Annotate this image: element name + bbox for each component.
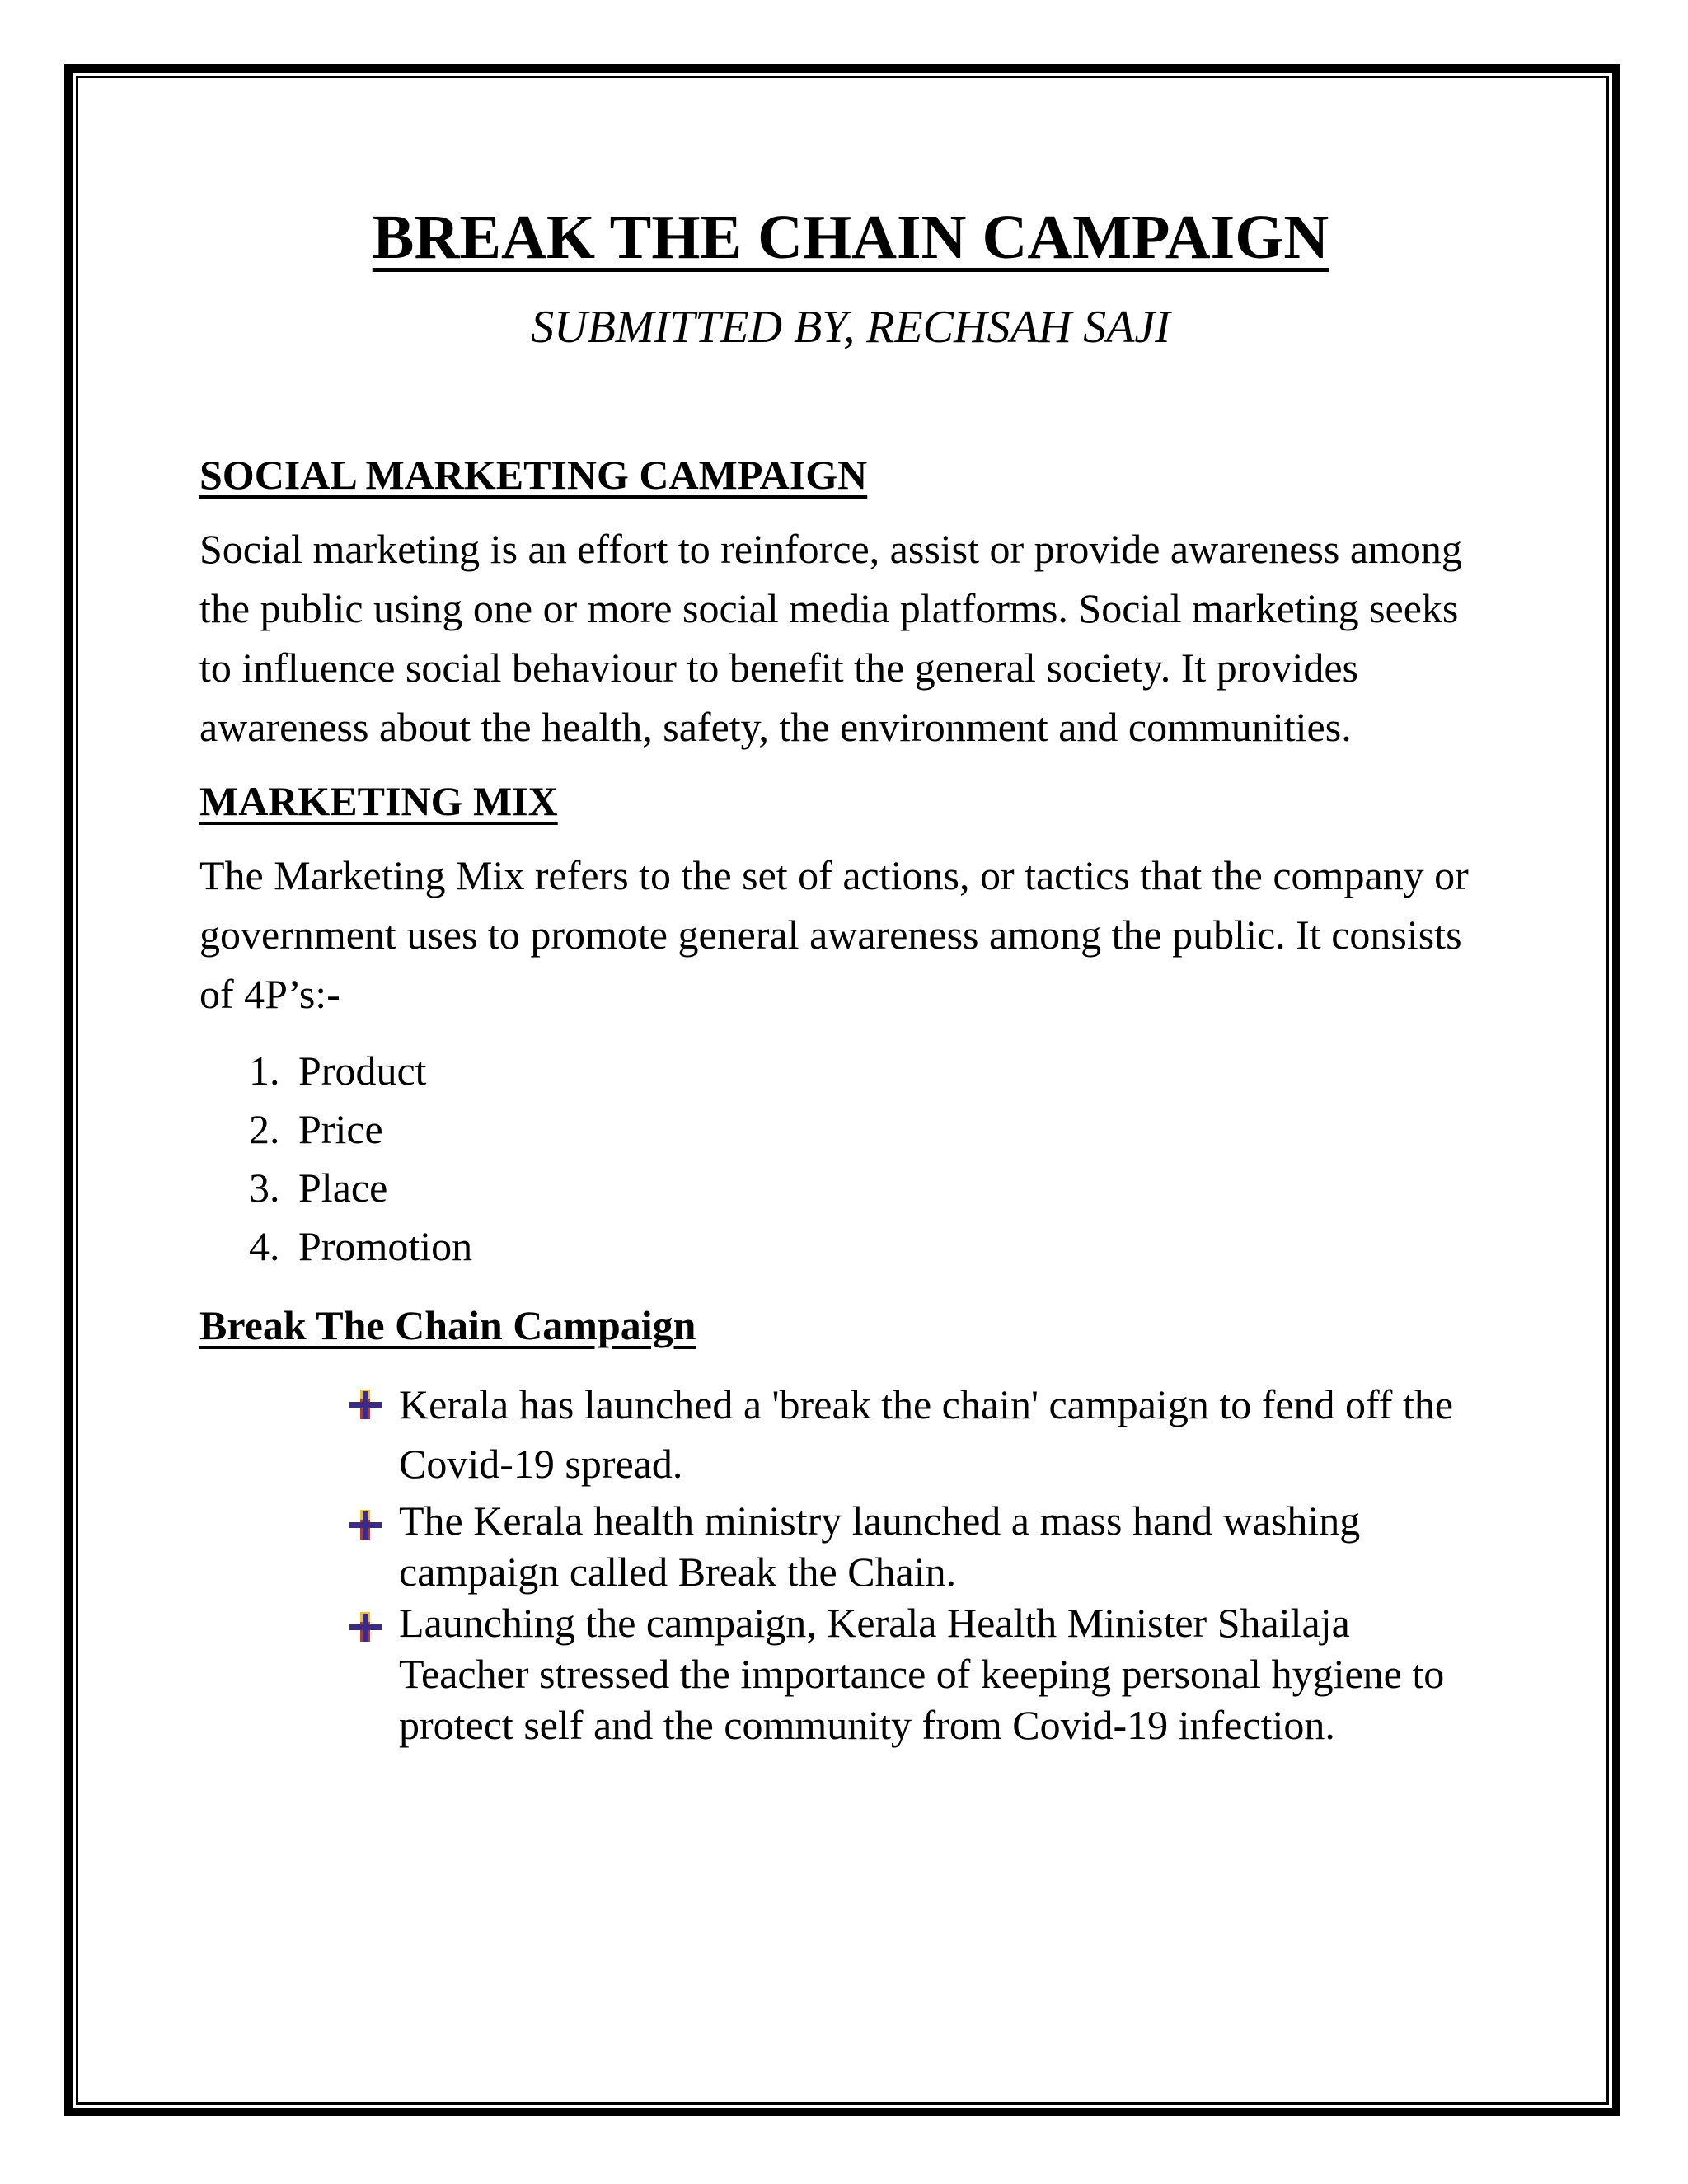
break-the-chain-bullets [199, 1375, 1485, 1750]
list-number: 1. [249, 1047, 280, 1094]
list-number: 4. [249, 1223, 280, 1269]
list-item [348, 1495, 1485, 1597]
list-item [199, 1159, 1485, 1217]
list-item-text: Promotion [298, 1223, 473, 1269]
bullet-text: Kerala has launched a 'break the chain' campaign to fend off the Covid-19 spread. [399, 1381, 1454, 1487]
four-ps-list [199, 1042, 1485, 1276]
list-item-text: Place [298, 1165, 388, 1211]
list-number: 2. [249, 1106, 280, 1152]
document-subtitle: SUBMITTED BY, RECHSAH SAJI [531, 302, 1170, 353]
list-item [348, 1597, 1485, 1750]
document-title: BREAK THE CHAIN CAMPAIGN [372, 203, 1329, 272]
list-item [199, 1100, 1485, 1159]
list-item [199, 1217, 1485, 1276]
marketing-mix-paragraph: The Marketing Mix refers to the set of actions, or tactics that the company or government uses to promote general awareness among the public. It consists of 4P’s:- [199, 852, 1469, 1017]
list-item [348, 1375, 1485, 1493]
bullet-text: Launching the campaign, Kerala Health Minister Shailaja Teacher stressed the importance of keeping personal hygiene to protect self and the community from Covid-19 infection. [399, 1600, 1445, 1748]
social-marketing-paragraph: Social marketing is an effort to reinforce, assist or provide awareness among the public using one or more social media platforms. Social marketing seeks to influence social behaviour to benefit the general society. It provides awareness about the health, safety, the environment and communities. [199, 526, 1462, 750]
list-item [199, 1042, 1485, 1100]
plus-bullet-icon [348, 1388, 384, 1421]
plus-bullet-icon [348, 1610, 384, 1643]
plus-bullet-icon [348, 1508, 384, 1541]
section-heading-social-marketing: SOCIAL MARKETING CAMPAIGN [199, 452, 868, 498]
section-heading-marketing-mix: MARKETING MIX [199, 778, 558, 824]
bullet-text: The Kerala health ministry launched a mass hand washing campaign called Break the Chain. [399, 1497, 1361, 1595]
list-item-text: Product [298, 1047, 427, 1094]
document-body [199, 198, 1485, 1750]
list-item-text: Price [298, 1106, 383, 1152]
section-heading-break-the-chain: Break The Chain Campaign [199, 1302, 696, 1348]
list-number: 3. [249, 1165, 280, 1211]
